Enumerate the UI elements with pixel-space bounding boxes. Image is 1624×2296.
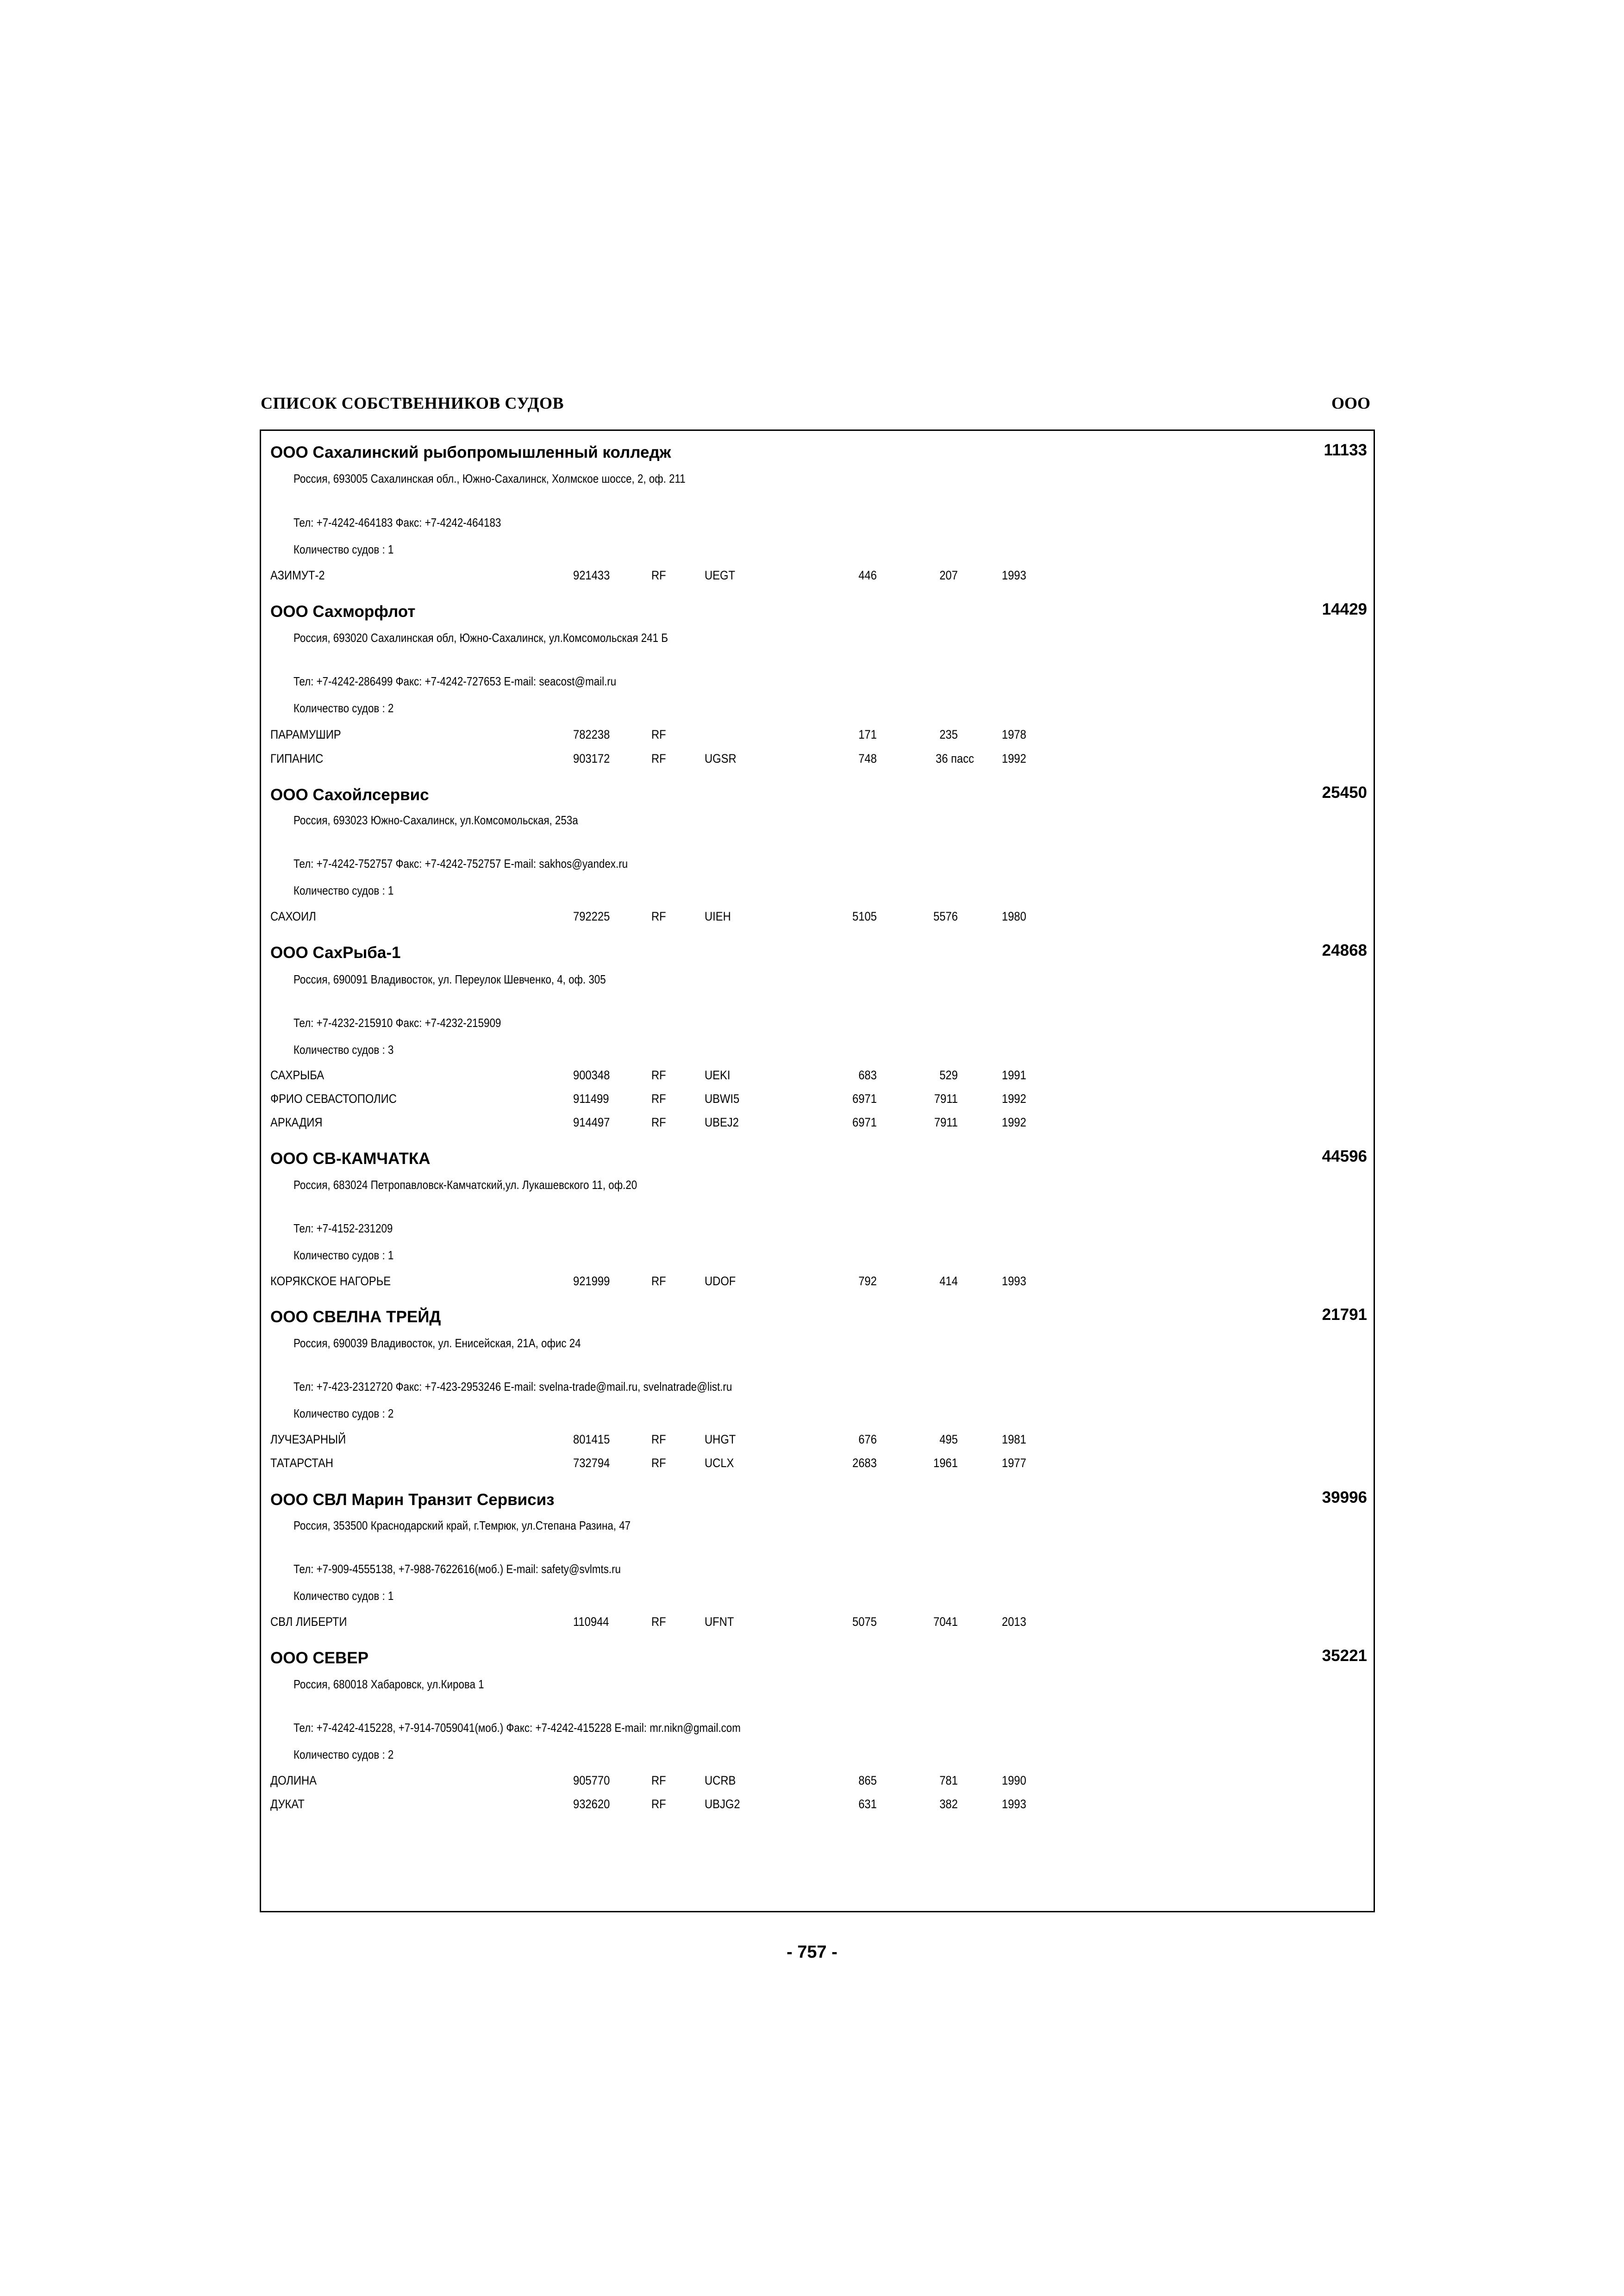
- owner-address: Россия, 683024 Петропавловск-Камчатский,ул. Лукашевского 11, оф.20: [294, 1178, 637, 1192]
- vessel-name: ТАТАРСТАН: [270, 1456, 333, 1470]
- vessel-row: [261, 1615, 1372, 1631]
- vessel-gt: 792: [858, 1274, 877, 1288]
- vessel-year: 1980: [1002, 909, 1026, 923]
- vessel-callsign: UEGT: [705, 568, 736, 582]
- owner-address: Россия, 693020 Сахалинская обл, Южно-Сахалинск, ул.Комсомольская 241 Б: [294, 631, 668, 645]
- vessel-dw: 529: [939, 1068, 958, 1082]
- vessel-dw: 7911: [934, 1092, 958, 1106]
- vessel-callsign: UEKI: [705, 1068, 731, 1082]
- vessel-dw: 235: [939, 728, 958, 741]
- vessel-name: ЛУЧЕЗАРНЫЙ: [270, 1432, 346, 1446]
- vessel-imo: 782238: [573, 728, 610, 741]
- owner-address: Россия, 690039 Владивосток, ул. Енисейская, 21А, офис 24: [294, 1336, 581, 1350]
- vessel-imo: 732794: [573, 1456, 610, 1470]
- vessel-gt: 631: [858, 1797, 877, 1811]
- vessel-callsign: UGSR: [705, 752, 737, 765]
- owners-list-frame: [260, 429, 1375, 1912]
- vessel-year: 1993: [1002, 568, 1026, 582]
- vessel-dw: 382: [939, 1797, 958, 1811]
- vessel-gt: 5105: [852, 909, 877, 923]
- owner-contacts: Тел: +7-4242-752757 Факс: +7-4242-752757 E-mail: sakhos@yandex.ru: [294, 857, 628, 871]
- vessel-dw: 781: [939, 1773, 958, 1787]
- vessel-callsign: UBWI5: [705, 1092, 740, 1106]
- vessel-year: 1992: [1002, 752, 1026, 765]
- vessel-imo: 792225: [573, 909, 610, 923]
- owner-name: ООО СВЛ Марин Транзит Сервисиз: [270, 1491, 555, 1509]
- vessel-gt: 5075: [852, 1615, 877, 1629]
- vessel-gt: 676: [858, 1432, 877, 1446]
- owner-contacts: Тел: +7-4152-231209: [294, 1221, 393, 1235]
- vessel-row: [261, 728, 1372, 744]
- vessel-row: [261, 1068, 1372, 1085]
- vessel-name: ДОЛИНА: [270, 1773, 317, 1787]
- vessel-dw: 495: [939, 1432, 958, 1446]
- owner-address: Россия, 693005 Сахалинская обл., Южно-Сахалинск, Холмское шоссе, 2, оф. 211: [294, 472, 686, 485]
- vessel-gt: 748: [858, 752, 877, 765]
- vessel-count: Количество судов : 1: [294, 884, 394, 897]
- owner-id: 44596: [1322, 1147, 1367, 1165]
- owner-name: ООО Сахойлсервис: [270, 786, 429, 804]
- owner-contacts: Тел: +7-423-2312720 Факс: +7-423-2953246 E-mail: svelna-trade@mail.ru, svelnatrade@list.ru: [294, 1380, 732, 1394]
- vessel-count: Количество судов : 2: [294, 1406, 394, 1420]
- vessel-flag: RF: [651, 909, 666, 923]
- vessel-count: Количество судов : 3: [294, 1043, 394, 1057]
- vessel-count: Количество судов : 1: [294, 542, 394, 556]
- owner-name: ООО СахРыба-1: [270, 944, 401, 962]
- vessel-year: 1993: [1002, 1274, 1026, 1288]
- vessel-year: 1992: [1002, 1115, 1026, 1129]
- vessel-gt: 171: [858, 728, 877, 741]
- vessel-flag: RF: [651, 1456, 666, 1470]
- vessel-row: [261, 1797, 1372, 1814]
- vessel-dw: 7911: [934, 1115, 958, 1129]
- vessel-gt: 6971: [852, 1092, 877, 1106]
- vessel-name: АРКАДИЯ: [270, 1115, 323, 1129]
- owner-id: 21791: [1322, 1306, 1367, 1324]
- vessel-imo: 911499: [573, 1092, 609, 1106]
- owner-name: ООО СВЕЛНА ТРЕЙД: [270, 1308, 441, 1326]
- owner-name: ООО Сахморфлот: [270, 603, 416, 621]
- vessel-year: 1978: [1002, 728, 1026, 741]
- vessel-callsign: UBJG2: [705, 1797, 740, 1811]
- vessel-row: [261, 1274, 1372, 1291]
- vessel-name: ПАРАМУШИР: [270, 728, 341, 741]
- page-number: - 757 -: [787, 1942, 837, 1962]
- vessel-dw: 36 пасс: [936, 752, 974, 765]
- vessel-row: [261, 1092, 1372, 1108]
- vessel-name: АЗИМУТ-2: [270, 568, 325, 582]
- vessel-dw: 207: [939, 568, 958, 582]
- vessel-gt: 865: [858, 1773, 877, 1787]
- vessel-callsign: UCRB: [705, 1773, 736, 1787]
- vessel-flag: RF: [651, 1615, 666, 1629]
- owner-name: ООО СЕВЕР: [270, 1649, 369, 1667]
- vessel-gt: 2683: [852, 1456, 877, 1470]
- vessel-dw: 5576: [933, 909, 958, 923]
- vessel-name: САХРЫБА: [270, 1068, 325, 1082]
- vessel-flag: RF: [651, 1773, 666, 1787]
- vessel-callsign: UFNT: [705, 1615, 734, 1629]
- owner-id: 25450: [1322, 784, 1367, 802]
- vessel-imo: 801415: [573, 1432, 610, 1446]
- vessel-imo: 921999: [573, 1274, 610, 1288]
- vessel-year: 1993: [1002, 1797, 1026, 1811]
- owner-name: ООО СВ-КАМЧАТКА: [270, 1150, 431, 1168]
- vessel-dw: 7041: [933, 1615, 958, 1629]
- vessel-flag: RF: [651, 1115, 666, 1129]
- vessel-flag: RF: [651, 1092, 666, 1106]
- vessel-row: [261, 1456, 1372, 1473]
- owner-address: Россия, 693023 Южно-Сахалинск, ул.Комсомольская, 253а: [294, 813, 578, 827]
- vessel-imo: 110944: [573, 1615, 609, 1629]
- owner-address: Россия, 680018 Хабаровск, ул.Кирова 1: [294, 1677, 484, 1691]
- vessel-row: [261, 909, 1372, 926]
- page-header-section: ООО: [1331, 394, 1370, 412]
- vessel-gt: 446: [858, 568, 877, 582]
- owner-address: Россия, 690091 Владивосток, ул. Переулок Шевченко, 4, оф. 305: [294, 972, 606, 986]
- vessel-flag: RF: [651, 1432, 666, 1446]
- vessel-year: 1981: [1002, 1432, 1026, 1446]
- vessel-year: 1990: [1002, 1773, 1026, 1787]
- vessel-row: [261, 1432, 1372, 1449]
- owner-contacts: Тел: +7-4242-415228, +7-914-7059041(моб.) Факс: +7-4242-415228 E-mail: mr.nikn@gmail.com: [294, 1721, 741, 1735]
- vessel-name: САХОИЛ: [270, 909, 316, 923]
- vessel-flag: RF: [651, 1274, 666, 1288]
- vessel-count: Количество судов : 1: [294, 1248, 394, 1262]
- owner-id: 39996: [1322, 1488, 1367, 1506]
- vessel-flag: RF: [651, 728, 666, 741]
- vessel-year: 1977: [1002, 1456, 1026, 1470]
- vessel-name: ДУКАТ: [270, 1797, 305, 1811]
- vessel-callsign: UDOF: [705, 1274, 736, 1288]
- owner-contacts: Тел: +7-4242-286499 Факс: +7-4242-727653 E-mail: seacost@mail.ru: [294, 674, 617, 688]
- vessel-name: ГИПАНИС: [270, 752, 324, 765]
- vessel-row: [261, 1773, 1372, 1790]
- vessel-imo: 903172: [573, 752, 610, 765]
- vessel-imo: 932620: [573, 1797, 610, 1811]
- vessel-gt: 683: [858, 1068, 877, 1082]
- vessel-count: Количество судов : 2: [294, 1748, 394, 1761]
- vessel-name: СВЛ ЛИБЕРТИ: [270, 1615, 347, 1629]
- vessel-callsign: UBEJ2: [705, 1115, 739, 1129]
- vessel-imo: 921433: [573, 568, 610, 582]
- vessel-year: 2013: [1002, 1615, 1026, 1629]
- owner-id: 24868: [1322, 941, 1367, 959]
- vessel-row: [261, 568, 1372, 585]
- vessel-name: КОРЯКСКОЕ НАГОРЬЕ: [270, 1274, 391, 1288]
- vessel-gt: 6971: [852, 1115, 877, 1129]
- owner-contacts: Тел: +7-909-4555138, +7-988-7622616(моб.) E-mail: safety@svlmts.ru: [294, 1562, 621, 1576]
- vessel-row: [261, 1115, 1372, 1132]
- vessel-flag: RF: [651, 568, 666, 582]
- vessel-imo: 900348: [573, 1068, 610, 1082]
- page-header-title: СПИСОК СОБСТВЕННИКОВ СУДОВ: [261, 394, 564, 412]
- vessel-imo: 905770: [573, 1773, 610, 1787]
- vessel-year: 1992: [1002, 1092, 1026, 1106]
- vessel-callsign: UIEH: [705, 909, 731, 923]
- vessel-year: 1991: [1002, 1068, 1026, 1082]
- vessel-dw: 1961: [933, 1456, 958, 1470]
- owner-name: ООО Сахалинский рыбопромышленный колледж: [270, 443, 671, 461]
- vessel-count: Количество судов : 2: [294, 701, 394, 715]
- owner-id: 14429: [1322, 600, 1367, 618]
- vessel-callsign: UCLX: [705, 1456, 734, 1470]
- vessel-imo: 914497: [573, 1115, 610, 1129]
- owner-contacts: Тел: +7-4242-464183 Факс: +7-4242-464183: [294, 516, 501, 529]
- owner-id: 11133: [1324, 441, 1367, 459]
- vessel-row: [261, 752, 1372, 768]
- owner-address: Россия, 353500 Краснодарский край, г.Темрюк, ул.Степана Разина, 47: [294, 1518, 631, 1532]
- vessel-callsign: UHGT: [705, 1432, 736, 1446]
- vessel-flag: RF: [651, 752, 666, 765]
- vessel-name: ФРИО СЕВАСТОПОЛИС: [270, 1092, 397, 1106]
- vessel-flag: RF: [651, 1068, 666, 1082]
- vessel-count: Количество судов : 1: [294, 1589, 394, 1603]
- vessel-flag: RF: [651, 1797, 666, 1811]
- owner-id: 35221: [1322, 1647, 1367, 1665]
- vessel-dw: 414: [939, 1274, 958, 1288]
- owner-contacts: Тел: +7-4232-215910 Факс: +7-4232-215909: [294, 1016, 501, 1030]
